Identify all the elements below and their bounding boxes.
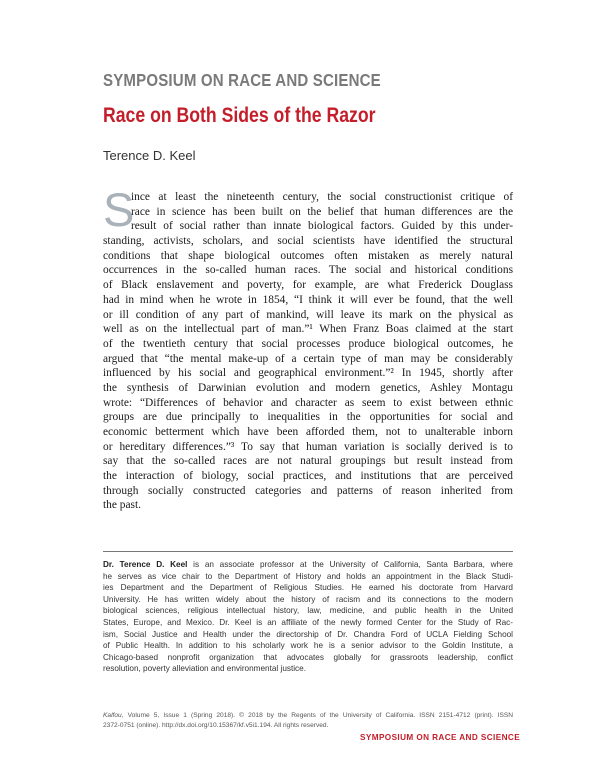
- journal-citation: [103, 711, 513, 731]
- bio-author-name: Dr. Terence D. Keel: [103, 560, 188, 569]
- body-line: standing, activists, scholars, and social scientists have identified the structural: [103, 235, 513, 248]
- bio-line: [103, 559, 513, 571]
- bio-line: ism, Social Justice and Health under the directorship of Dr. Chandra Ford of UCLA Fielding School: [103, 629, 513, 639]
- body-line: ince at least the nineteenth century, the social constructionist critique of: [131, 191, 513, 203]
- bio-line: Chicago-based nonprofit organization that advocates globally for grassroots leadership, conflict: [103, 652, 513, 662]
- citation-line: [103, 711, 513, 721]
- body-line: through socially constructed categories and patterns of reason inherited from: [103, 484, 513, 497]
- bio-line: ies Department and the Department of Religious Studies. He earned his doctorate from Harvard: [103, 583, 513, 593]
- body-line: well as on the intellectual part of man.”¹ When Franz Boas claimed at the start: [103, 323, 513, 336]
- body-line: wrote: “Differences of behavior and character as seem to exist between ethnic: [103, 396, 513, 409]
- body-line: result of social rather than innate biological factors. Guided by this under-: [131, 220, 513, 233]
- article-title: Race on Both Sides of the Razor: [103, 104, 376, 127]
- footnote-divider: [103, 551, 513, 552]
- drop-cap: S: [103, 183, 135, 236]
- body-paragraph: [103, 183, 513, 513]
- body-line: influenced by his social and geographical environment.”² In 1945, shortly after: [103, 367, 513, 380]
- bio-line: biological sciences, religious intellectual history, law, medicine, and public health in the United: [103, 606, 513, 616]
- section-kicker: SYMPOSIUM ON RACE AND SCIENCE: [103, 70, 381, 90]
- author-bio: [103, 559, 513, 675]
- author-name: Terence D. Keel: [103, 148, 196, 163]
- body-line: of the twentieth century that social processes produce biological outcomes, he: [103, 337, 513, 350]
- body-line: economic betterment which have been afforded them, not to unalterable inborn: [103, 426, 513, 438]
- body-line: conditions that shape biological outcomes often mistaken as merely natural: [103, 249, 513, 262]
- bio-line: of Public Health. In addition to his scholarly work he is a senior advisor to the Goldin Institute, a: [103, 641, 513, 651]
- body-line: race in science has been built on the belief that human differences are the: [131, 205, 513, 218]
- citation-text: , Volume 5, Issue 1 (Spring 2018). © 2018 by the Regents of the University of California. ISSN 2151-4712 (print). ISSN: [121, 712, 513, 719]
- body-line: of Black enslavement and poverty, for example, are what Frederick Douglass: [103, 279, 513, 292]
- body-line: the interaction of biology, social practices, and institutions that are perceived: [103, 470, 513, 483]
- running-footer: SYMPOSIUM ON RACE AND SCIENCE: [360, 733, 521, 742]
- body-line: had in mind when he wrote in 1854, “I think it will ever be found, that the well: [103, 293, 513, 306]
- body-line: say that the so-called races are not natural groupings but result instead from: [103, 455, 513, 468]
- body-line: occurrences in the so-called human races. The social and historical conditions: [103, 264, 513, 277]
- body-line: or hereditary differences.”³ To say that human variation is socially derived is to: [103, 440, 513, 453]
- bio-line: resolution, poverty alleviation and environmental justice.: [103, 664, 306, 674]
- bio-line: States, Europe, and Mexico. Dr. Keel is an affiliate of the newly formed Center for the Study of Rac-: [103, 617, 513, 627]
- body-line: or ill condition of any part of mankind, will leave its mark on the physical as: [103, 308, 513, 321]
- body-line: argued that “the mental make-up of a certain type of man may be considerably: [103, 352, 513, 365]
- bio-line: he serves as vice chair to the Department of History and holds an appointment in the Black Studi-: [103, 571, 513, 581]
- citation-line: 2372-0751 (online). http://dx.doi.org/10.15367/kf.v5i1.194. All rights reserved.: [103, 722, 329, 729]
- journal-name: Kalfou: [103, 712, 122, 719]
- body-line: groups are due principally to inequalities in the opportunities for social and: [103, 411, 513, 424]
- body-line: the synthesis of Darwinian evolution and modern genetics, Ashley Montagu: [103, 381, 513, 394]
- bio-line: University. He has written widely about the history of racism and its connections to the modern: [103, 594, 513, 604]
- body-line: the past.: [103, 499, 141, 512]
- bio-line-text: is an associate professor at the University of California, Santa Barbara, where: [187, 560, 513, 569]
